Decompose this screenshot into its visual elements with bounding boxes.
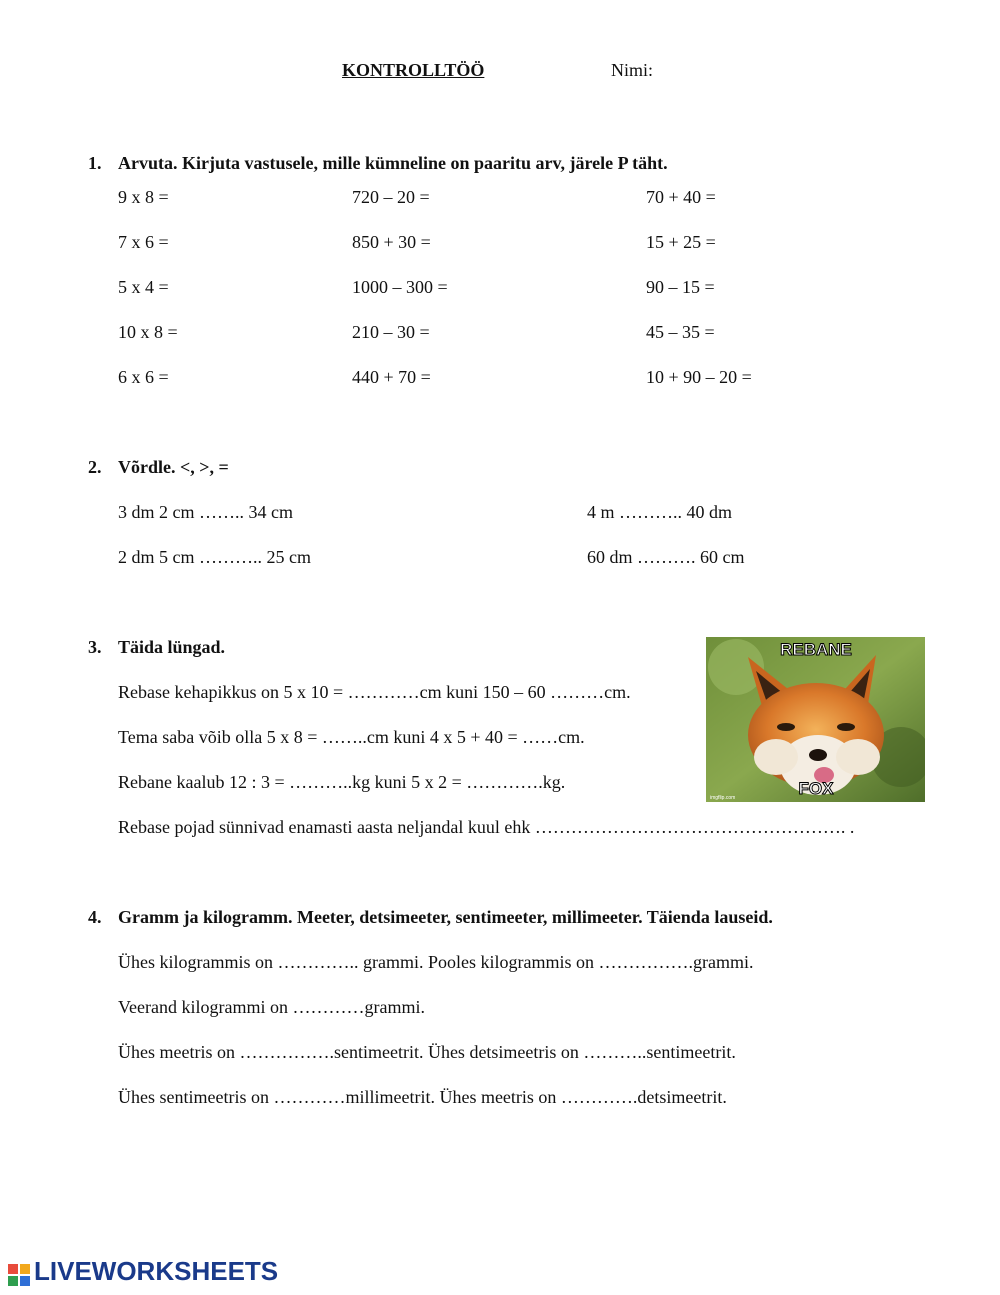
compare-left-row2: 2 dm 5 cm ……….. 25 cm: [118, 547, 311, 567]
exercise-1-col2-row5: 440 + 70 =: [352, 367, 431, 387]
exercise-1-col2-row2: 850 + 30 =: [352, 232, 431, 252]
section-2-number: 2.: [88, 457, 102, 477]
section-4-heading: Gramm ja kilogramm. Meeter, detsimeeter, sentimeeter, millimeeter. Täienda lauseid.: [118, 907, 773, 927]
fox-picture: [706, 637, 925, 802]
section-3-number: 3.: [88, 637, 102, 657]
complete-line-4: Ühes sentimeetris on …………millimeetrit. Ühes meetris on ………….detsimeetrit.: [118, 1087, 727, 1107]
exercise-1-col2-row1: 720 – 20 =: [352, 187, 430, 207]
page-title: KONTROLLTÖÖ: [342, 60, 485, 80]
exercise-1-col3-row4: 45 – 35 =: [646, 322, 715, 342]
section-3-heading: Täida lüngad.: [118, 637, 226, 657]
meme-credit: imgflip.com: [710, 795, 736, 801]
section-1-number: 1.: [88, 153, 102, 173]
complete-line-1: Ühes kilogrammis on ………….. grammi. Pooles kilogrammis on …………….grammi.: [118, 952, 754, 972]
fox-image: [706, 637, 925, 802]
compare-left-row1: 3 dm 2 cm …….. 34 cm: [118, 502, 293, 522]
fill-line-2: Tema saba võib olla 5 x 8 = ……..cm kuni 4 x 5 + 40 = ……cm.: [118, 727, 585, 747]
compare-right-row1: 4 m ……….. 40 dm: [587, 502, 733, 522]
exercise-1-col3-row3: 90 – 15 =: [646, 277, 715, 297]
compare-right-row2: 60 dm ………. 60 cm: [587, 547, 745, 567]
name-label: Nimi:: [611, 60, 654, 80]
exercise-1-col3-row5: 10 + 90 – 20 =: [646, 367, 752, 387]
fill-line-1: Rebase kehapikkus on 5 x 10 = …………cm kuni 150 – 60 ………cm.: [118, 682, 631, 702]
exercise-1-col2-row4: 210 – 30 =: [352, 322, 430, 342]
exercise-1-col1-row5: 6 x 6 =: [118, 367, 169, 387]
exercise-1-col2-row3: 1000 – 300 =: [352, 277, 448, 297]
exercise-1-col1-row3: 5 x 4 =: [118, 277, 169, 297]
liveworksheets-logo-icon: [8, 1261, 32, 1295]
fill-line-3: Rebane kaalub 12 : 3 = ………..kg kuni 5 x 2 = ………….kg.: [118, 772, 566, 792]
liveworksheets-logo: LIVEWORKSHEETS: [34, 1256, 279, 1286]
exercise-1-col1-row4: 10 x 8 =: [118, 322, 178, 342]
exercise-1-col3-row2: 15 + 25 =: [646, 232, 716, 252]
complete-line-3: Ühes meetris on …………….sentimeetrit. Ühes detsimeetris on ………..sentimeetrit.: [118, 1042, 736, 1062]
meme-bottom-text: FOX: [798, 779, 834, 798]
meme-top-text: REBANE: [780, 640, 852, 659]
exercise-1-col3-row1: 70 + 40 =: [646, 187, 716, 207]
complete-line-2: Veerand kilogrammi on …………grammi.: [118, 997, 425, 1017]
section-1-heading: Arvuta. Kirjuta vastusele, mille kümneline on paaritu arv, järele P täht.: [118, 153, 668, 173]
exercise-1-col1-row1: 9 x 8 =: [118, 187, 169, 207]
exercise-1-col1-row2: 7 x 6 =: [118, 232, 169, 252]
fill-line-4: Rebase pojad sünnivad enamasti aasta neljandal kuul ehk ……………………………………………. .: [118, 817, 855, 837]
section-4-number: 4.: [88, 907, 102, 927]
section-2-heading: Võrdle. <, >, =: [118, 457, 229, 477]
